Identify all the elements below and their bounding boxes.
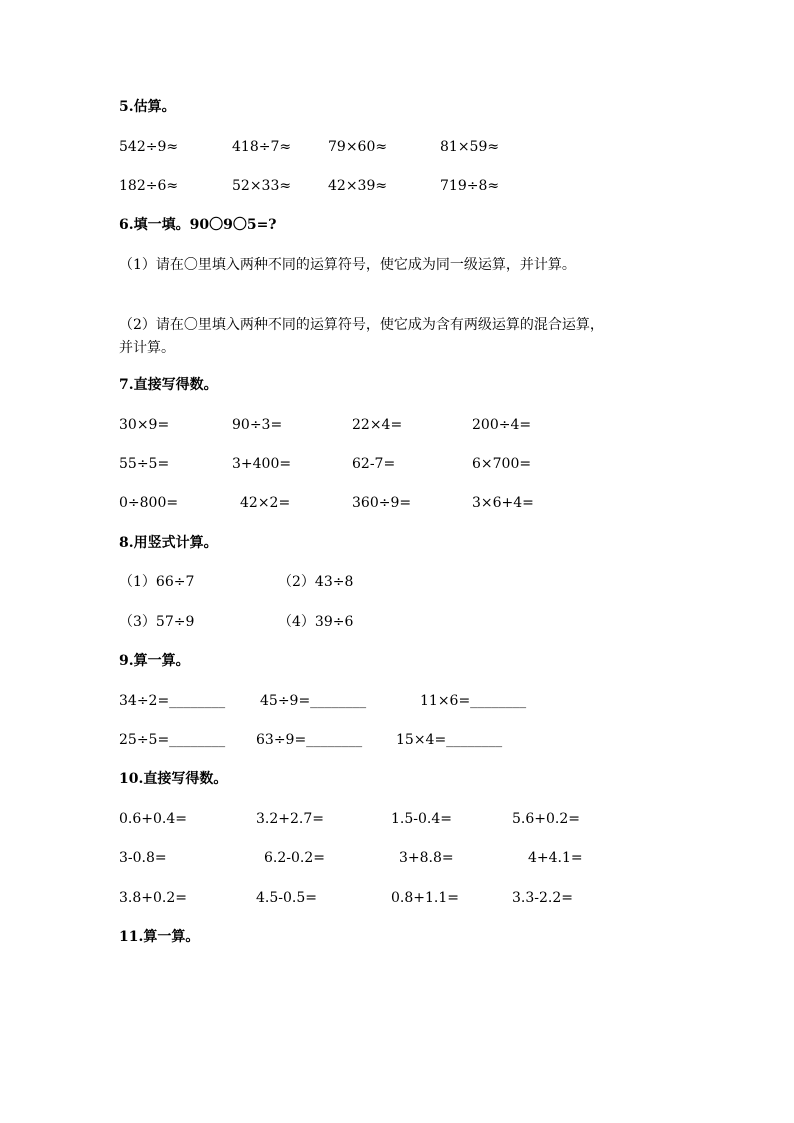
q5-r2-c4: 719÷8≈ xyxy=(440,178,500,194)
q7-r1-c1: 30×9= xyxy=(119,417,170,433)
q8-r2-c1: （3）57÷9 xyxy=(119,614,195,630)
q10-r3-c3: 0.8+1.1= xyxy=(391,890,459,906)
q9-r2-c2: 63÷9=________ xyxy=(256,732,363,748)
q5-r1-c1: 542÷9≈ xyxy=(119,139,179,155)
q10-r1-c1: 0.6+0.4= xyxy=(119,811,187,827)
q5-r1-c4: 81×59≈ xyxy=(440,139,500,155)
q10-r2-c3: 3+8.8= xyxy=(399,850,454,866)
q7-r2-c4: 6×700= xyxy=(472,456,532,472)
q10-r3-c2: 4.5-0.5= xyxy=(256,890,317,906)
q6-part2-line2: 并计算。 xyxy=(119,340,175,356)
q7-r3-c2: 42×2= xyxy=(240,495,291,511)
q7-r2-c1: 55÷5= xyxy=(119,456,170,472)
q10-r1-c2: 3.2+2.7= xyxy=(256,811,324,827)
q8-r1-c1: （1）66÷7 xyxy=(119,574,195,590)
q7-r1-c2: 90÷3= xyxy=(232,417,283,433)
q9-r2-c1: 25÷5=________ xyxy=(119,732,226,748)
q9-r2-c3: 15×4=________ xyxy=(396,732,503,748)
q10-r1-c3: 1.5-0.4= xyxy=(391,811,452,827)
q5-r2-c2: 52×33≈ xyxy=(232,178,292,194)
q5-r1-c2: 418÷7≈ xyxy=(232,139,292,155)
q10-r3-c1: 3.8+0.2= xyxy=(119,890,187,906)
q10-r3-c4: 3.3-2.2= xyxy=(512,890,573,906)
q10-r2-c1: 3-0.8= xyxy=(119,850,167,866)
q5-r1-c3: 79×60≈ xyxy=(328,139,388,155)
q8-title: 8.用竖式计算。 xyxy=(119,535,218,551)
q7-r1-c4: 200÷4= xyxy=(472,417,532,433)
q9-r1-c3: 11×6=________ xyxy=(420,693,527,709)
q7-r2-c2: 3+400= xyxy=(232,456,292,472)
q5-r2-c1: 182÷6≈ xyxy=(119,178,179,194)
q10-r2-c4: 4+4.1= xyxy=(528,850,583,866)
q6-part2-line1: （2）请在〇里填入两种不同的运算符号，使它成为含有两级运算的混合运算， xyxy=(119,317,604,333)
q6-title: 6.填一填。90〇9〇5=? xyxy=(119,217,277,233)
q7-r2-c3: 62-7= xyxy=(352,456,396,472)
q7-r1-c3: 22×4= xyxy=(352,417,403,433)
q11-title: 11.算一算。 xyxy=(119,929,200,945)
q9-r1-c2: 45÷9=________ xyxy=(260,693,367,709)
q7-r3-c3: 360÷9= xyxy=(352,495,412,511)
q10-r2-c2: 6.2-0.2= xyxy=(264,850,325,866)
q9-r1-c1: 34÷2=________ xyxy=(119,693,226,709)
q9-title: 9.算一算。 xyxy=(119,653,190,669)
q10-r1-c4: 5.6+0.2= xyxy=(512,811,580,827)
q7-title: 7.直接写得数。 xyxy=(119,377,218,393)
q8-r1-c2: （2）43÷8 xyxy=(278,574,354,590)
q5-r2-c3: 42×39≈ xyxy=(328,178,388,194)
q6-part1: （1）请在〇里填入两种不同的运算符号，使它成为同一级运算，并计算。 xyxy=(119,257,576,273)
q5-title: 5.估算。 xyxy=(119,99,176,115)
q8-r2-c2: （4）39÷6 xyxy=(278,614,354,630)
q10-title: 10.直接写得数。 xyxy=(119,771,228,787)
q7-r3-c1: 0÷800= xyxy=(119,495,179,511)
q7-r3-c4: 3×6+4= xyxy=(472,495,534,511)
